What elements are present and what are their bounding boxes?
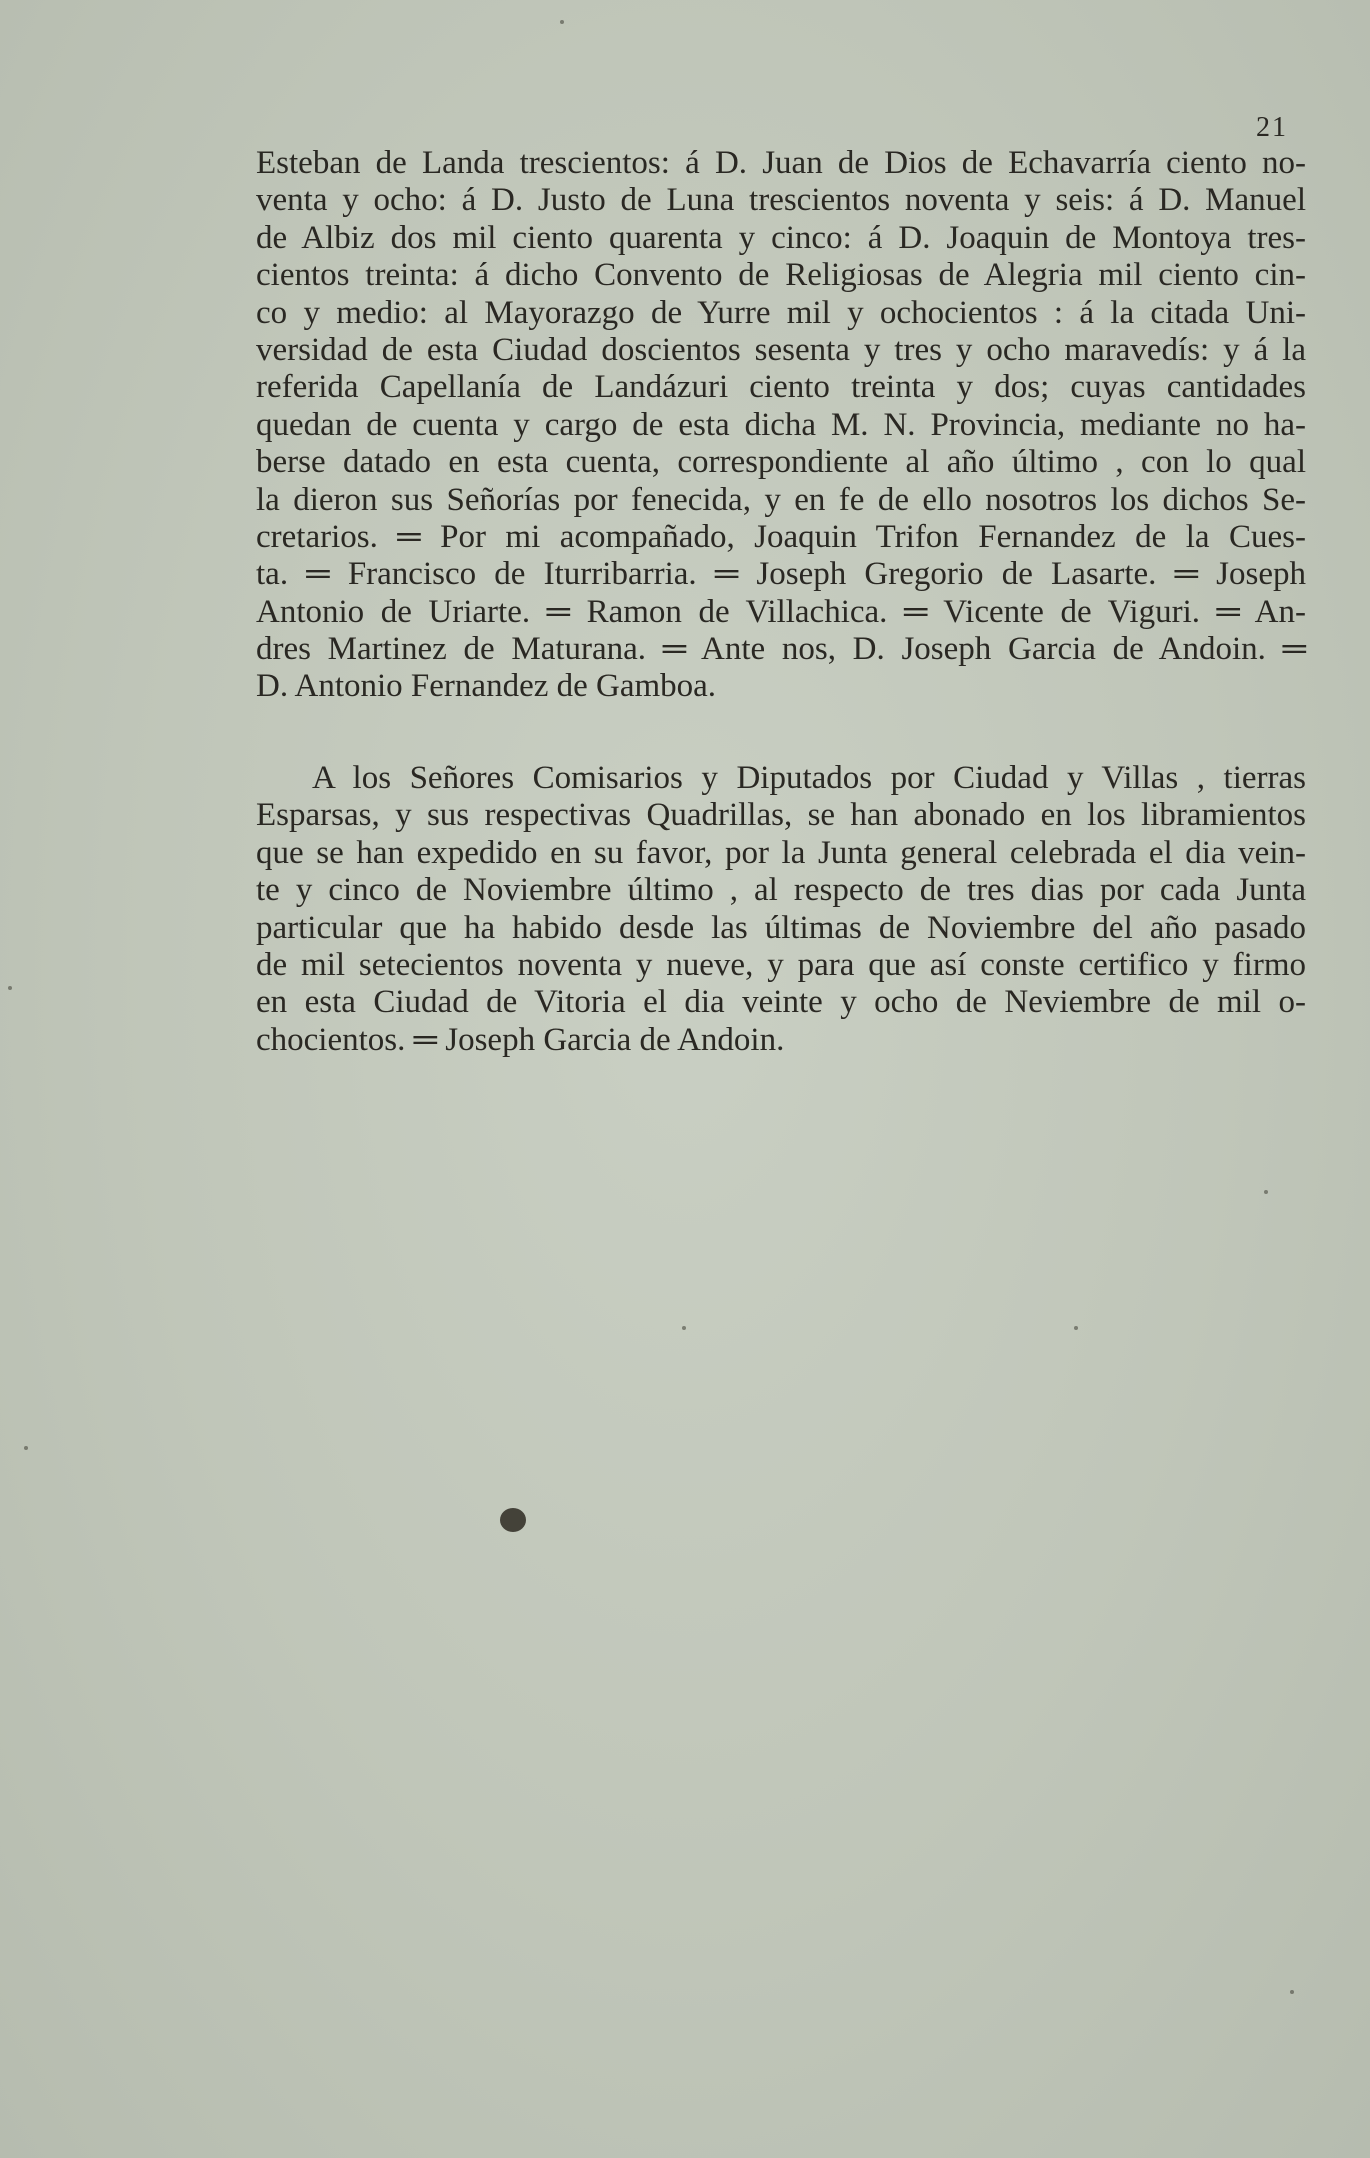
paper-speck (8, 986, 12, 990)
paper-speck (682, 1326, 686, 1330)
text-line: co y medio: al Mayorazgo de Yurre mil y ochocientos : á la citada Uni- (256, 294, 1306, 331)
text-line: referida Capellanía de Landázuri ciento treinta y dos; cuyas cantidades (256, 369, 1306, 406)
paper-speck (1290, 1990, 1294, 1994)
text-line: en esta Ciudad de Vitoria el dia veinte y ocho de Neviembre de mil o- (256, 984, 1306, 1021)
text-line: de Albiz dos mil ciento quarenta y cinco: á D. Joaquin de Montoya tres- (256, 219, 1306, 256)
text-line: quedan de cuenta y cargo de esta dicha M. N. Provincia, mediante no ha- (256, 406, 1306, 443)
text-line: berse datado en esta cuenta, correspondiente al año último , con lo qual (256, 444, 1306, 481)
text-line: que se han expedido en su favor, por la Junta general celebrada el dia vein- (256, 834, 1306, 871)
paragraph-certification (256, 760, 1306, 1059)
text-line: A los Señores Comisarios y Diputados por Ciudad y Villas , tierras (312, 760, 1306, 796)
text-line: versidad de esta Ciudad doscientos sesenta y tres y ocho maravedís: y á la (256, 331, 1306, 368)
text-line: dres Martinez de Maturana. ═ Ante nos, D. Joseph Garcia de Andoin. ═ (256, 631, 1306, 668)
text-line: la dieron sus Señorías por fenecida, y en fe de ello nosotros los dichos Se- (256, 481, 1306, 518)
text-line: venta y ocho: á D. Justo de Luna trescientos noventa y seis: á D. Manuel (256, 182, 1306, 219)
text-line: ta. ═ Francisco de Iturribarria. ═ Joseph Gregorio de Lasarte. ═ Joseph (256, 556, 1306, 593)
text-line: te y cinco de Noviembre último , al respecto de tres dias por cada Junta (256, 872, 1306, 909)
text-line: D. Antonio Fernandez de Gamboa. (256, 668, 717, 705)
paper-speck (24, 1446, 28, 1450)
text-line: Antonio de Uriarte. ═ Ramon de Villachica. ═ Vicente de Viguri. ═ An- (256, 593, 1306, 630)
text-line: cretarios. ═ Por mi acompañado, Joaquin Trifon Fernandez de la Cues- (256, 518, 1306, 555)
paragraph-accounts (256, 145, 1306, 706)
text-line: Esteban de Landa trescientos: á D. Juan de Dios de Echavarría ciento no- (256, 145, 1306, 181)
paper-speck (1264, 1190, 1268, 1194)
text-line: de mil setecientos noventa y nueve, y para que así conste certifico y firmo (256, 946, 1306, 983)
paper-speck (560, 20, 564, 24)
ink-spot (500, 1508, 526, 1532)
paper-speck (1074, 1326, 1078, 1330)
text-line: Esparsas, y sus respectivas Quadrillas, se han abonado en los libramientos (256, 797, 1306, 834)
page-number: 21 (1256, 112, 1288, 143)
text-line: particular que ha habido desde las últimas de Noviembre del año pasado (256, 909, 1306, 946)
text-line: chocientos. ═ Joseph Garcia de Andoin. (256, 1021, 785, 1058)
text-line: cientos treinta: á dicho Convento de Religiosas de Alegria mil ciento cin- (256, 257, 1306, 294)
